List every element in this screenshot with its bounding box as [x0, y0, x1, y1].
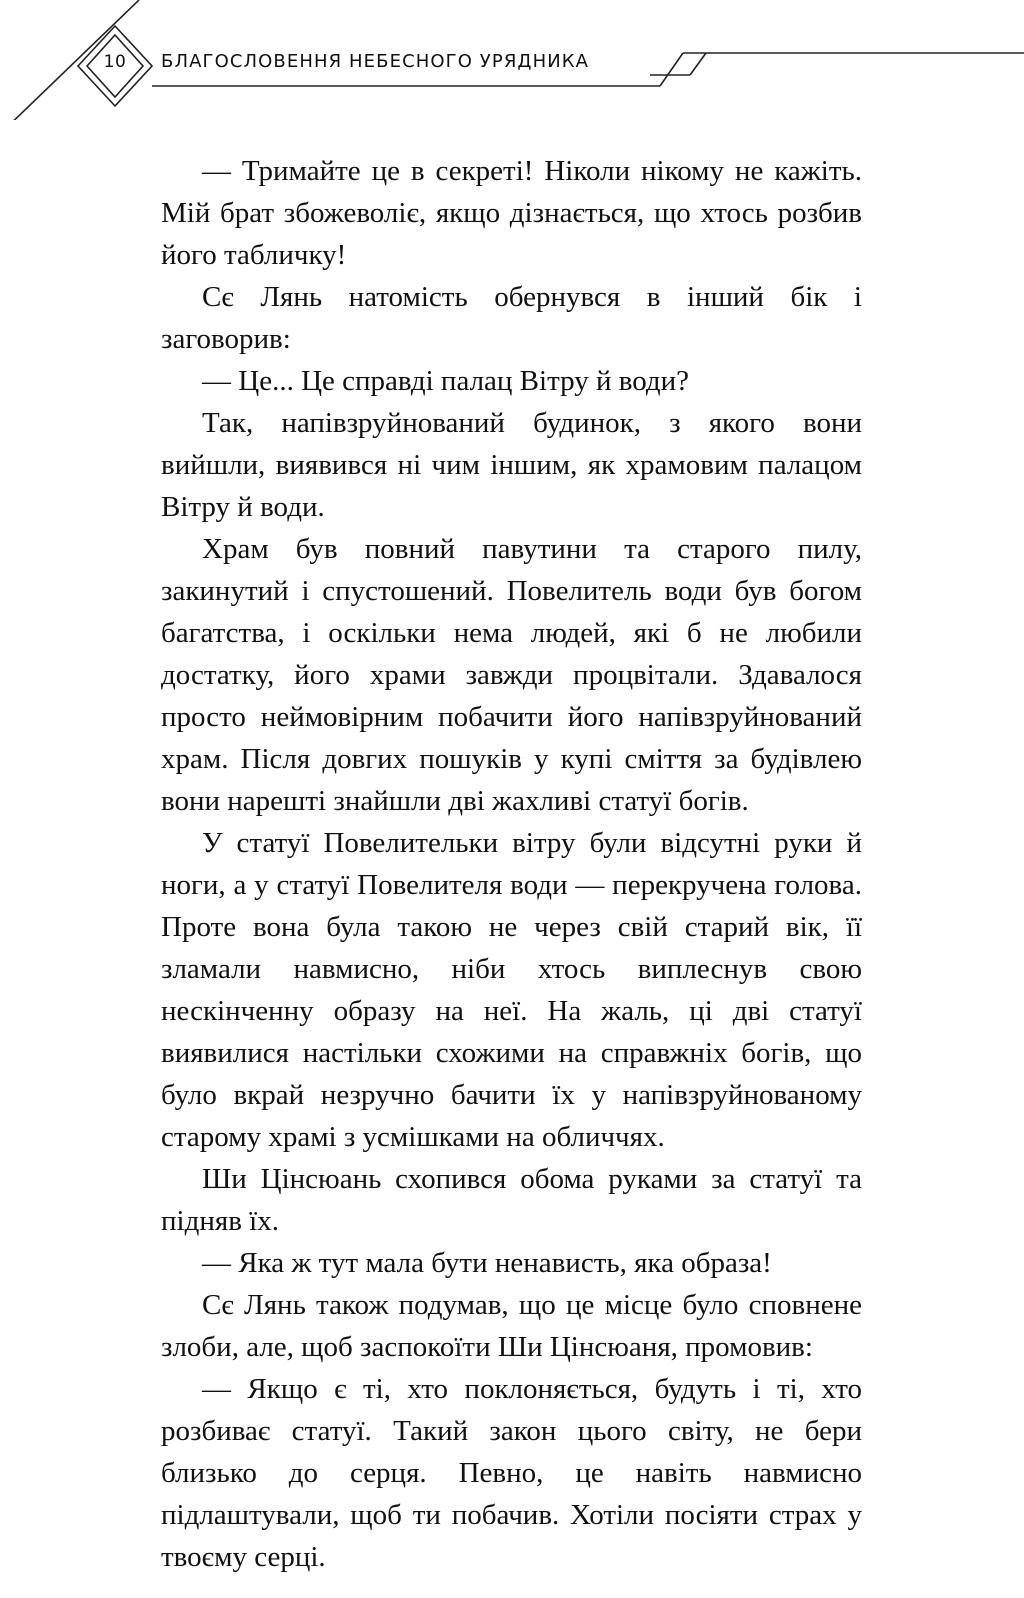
paragraph: — Тримайте це в секреті! Ніколи нікому не кажіть. Мій брат збожеволіє, якщо дізнається, що хтось розбив його табличку! [161, 155, 862, 271]
running-title: БЛАГОСЛОВЕННЯ НЕБЕСНОГО УРЯДНИКА [161, 51, 590, 72]
paragraph: Так, напівзруйнований будинок, з якого вони вийшли, виявився ні чим іншим, як храмовим палацом Вітру й води. [161, 407, 862, 523]
paragraph: Сє Лянь натомість обернувся в інший бік і заговорив: [161, 281, 862, 355]
paragraph: — Якщо є ті, хто поклоняється, будуть і ті, хто розбиває статуї. Такий закон цього світу, не бери близько до серця. Певно, це навіть навмисно підлаштували, щоб ти побачив. Хотіли посіяти страх у твоєму серці. [161, 1373, 862, 1573]
paragraph: У статуї Повелительки вітру були відсутні руки й ноги, а у статуї Повелителя води — перекручена голова. Проте вона була такою не через свій старий вік, її зламали навмисно, ніби хтось виплеснув свою нескінченну образу на неї. На жаль, ці дві статуї виявилися настільки схожими на справжніх богів, що було вкрай незручно бачити їх у напівзруйнованому старому храмі з усмішками на обличчях. [161, 827, 862, 1153]
page-number: 10 [103, 52, 127, 72]
running-header [0, 0, 1024, 120]
paragraph: Храм був повний павутини та старого пилу, закинутий і спустошений. Повелитель води був богом багатства, і оскільки нема людей, які б не любили достатку, його храми завжди процвітали. Здавалося просто неймовірним побачити його напівзруйнований храм. Після довгих пошуків у купі сміття за будівлею вони нарешті знайшли дві жахливі статуї богів. [161, 533, 862, 817]
paragraph: Сє Лянь також подумав, що це місце було сповнене злоби, але, щоб заспокоїти Ши Цінсюаня, промовив: [161, 1289, 862, 1363]
paragraph: — Яка ж тут мала бути ненависть, яка образа! [202, 1247, 772, 1279]
paragraph: — Це... Це справді палац Вітру й води? [202, 365, 690, 397]
paragraph: Ши Цінсюань схопився обома руками за статуї та підняв їх. [161, 1163, 862, 1237]
body-text [161, 150, 862, 1578]
